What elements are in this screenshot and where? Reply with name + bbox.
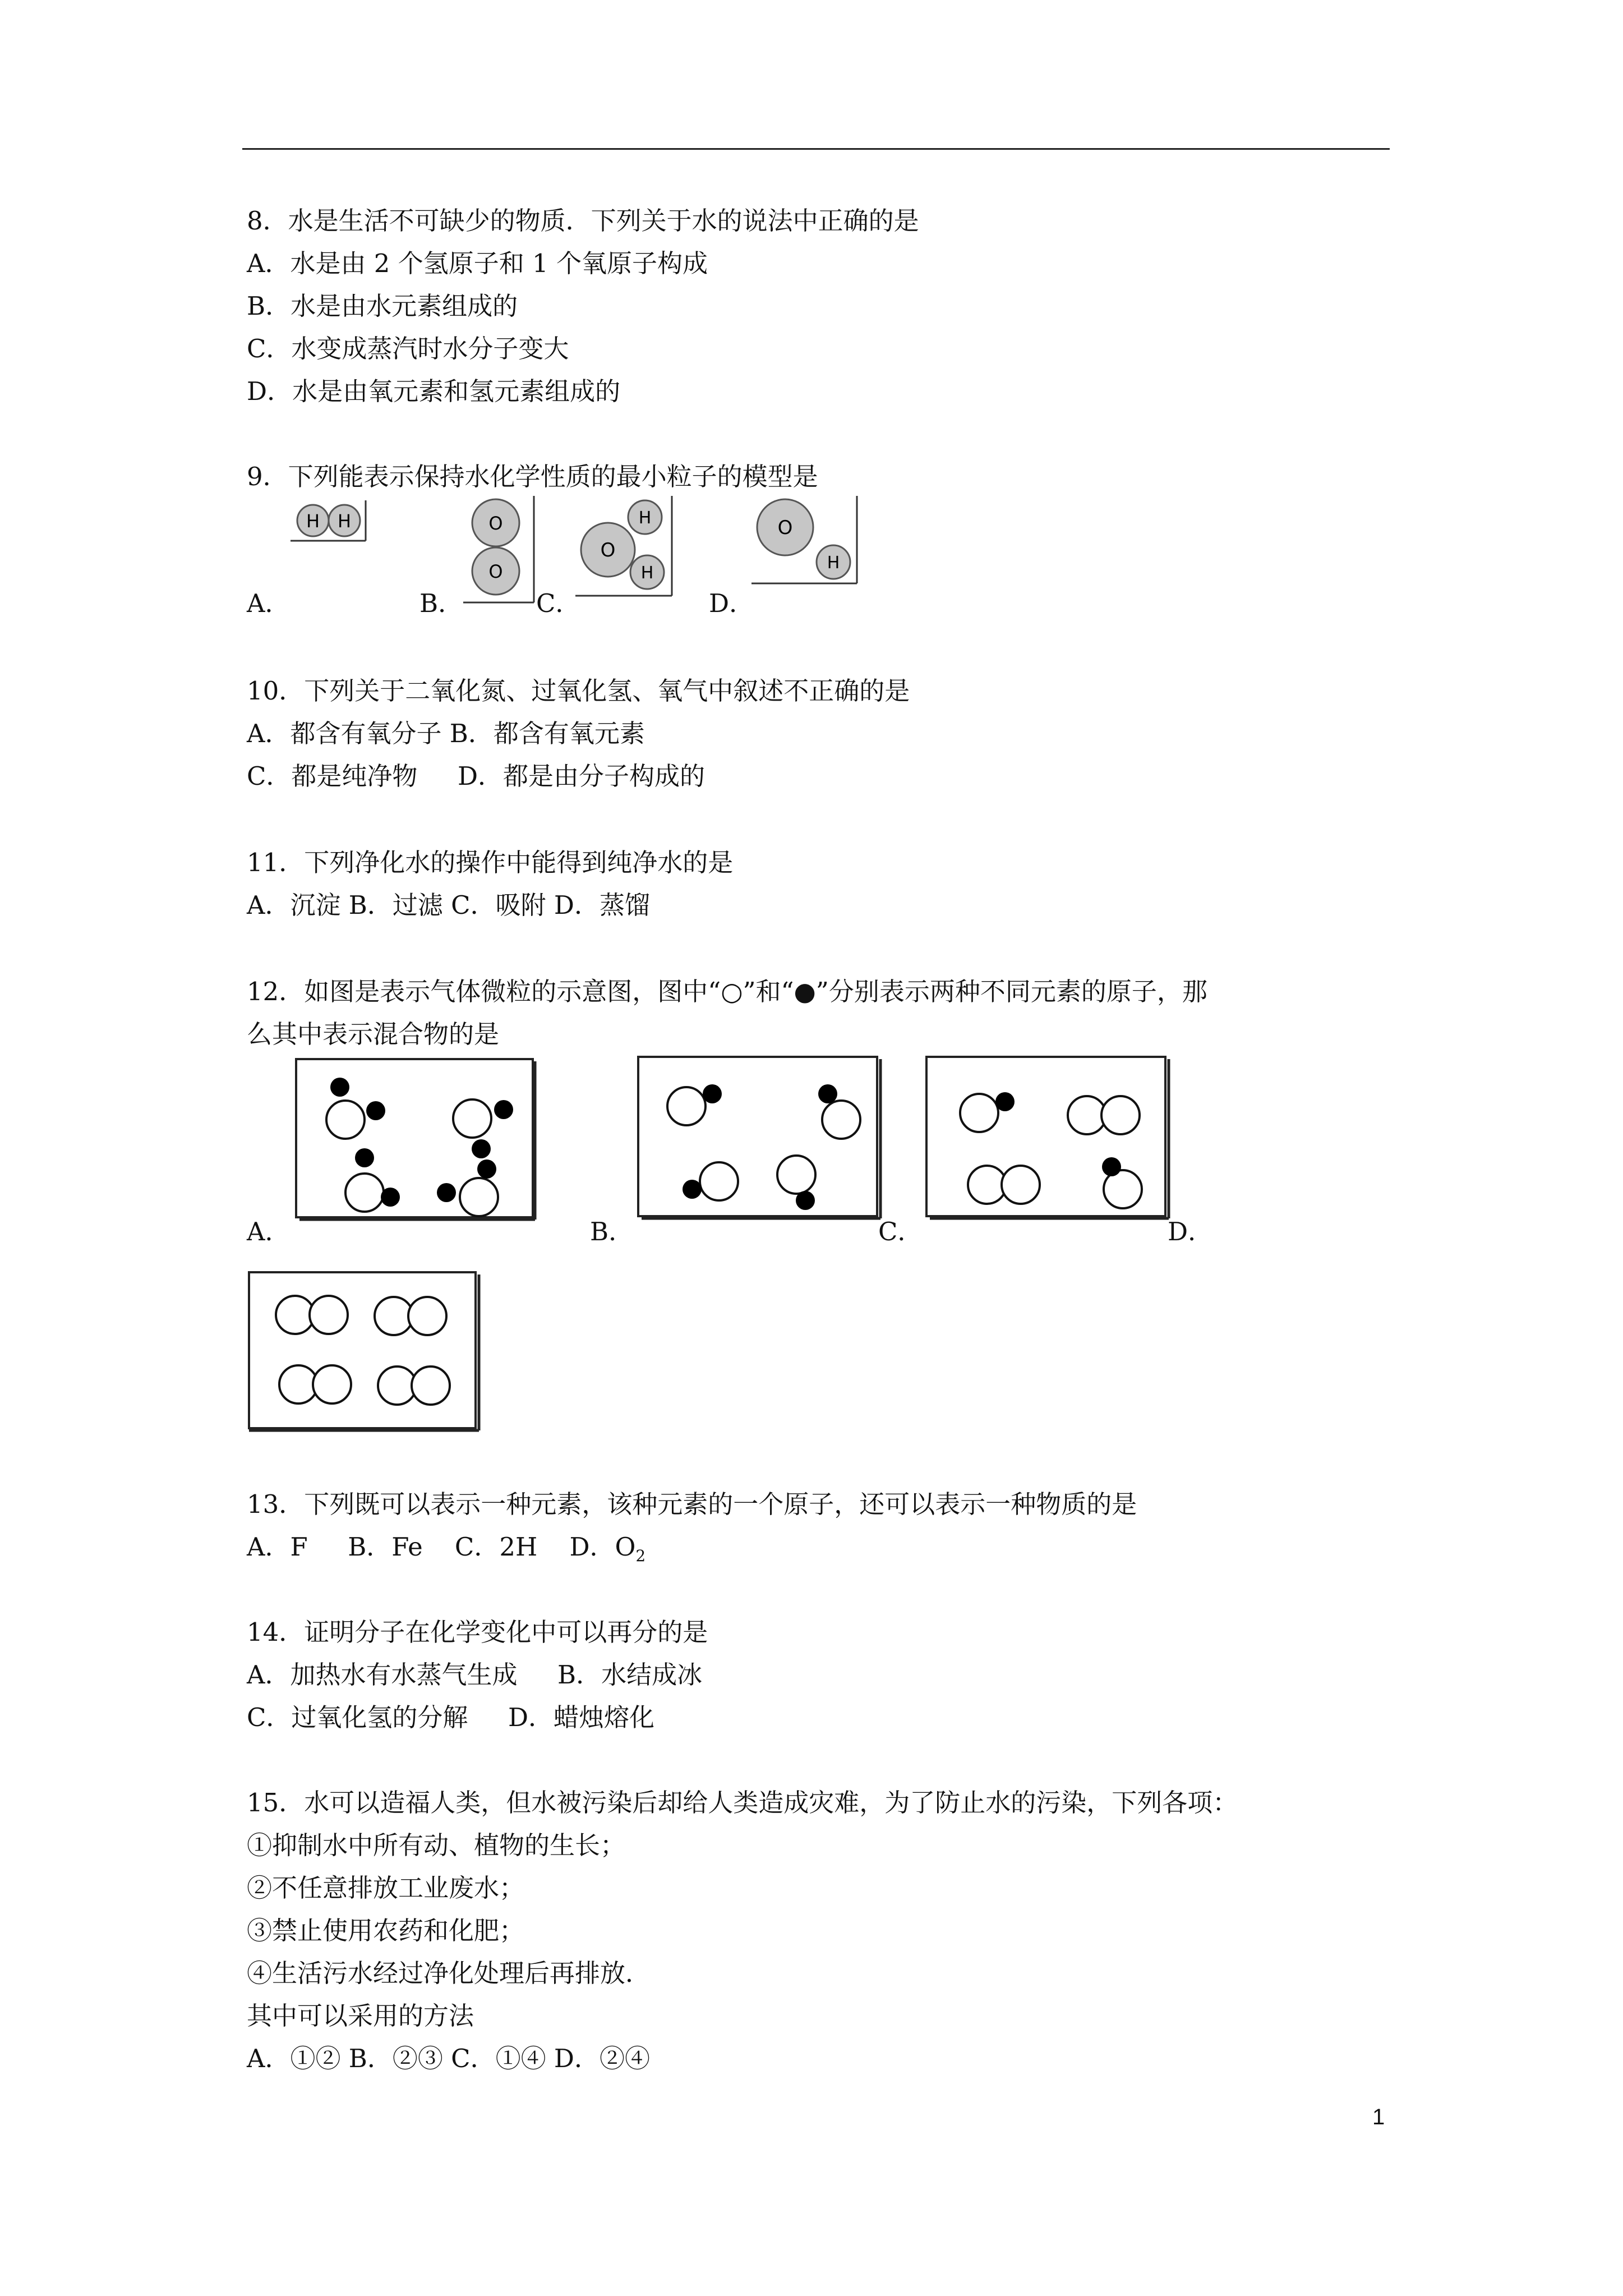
q15-item-3: ③禁止使用农药和化肥；: [247, 1916, 525, 1945]
black-atom: [796, 1191, 815, 1210]
atom-label: O: [488, 513, 503, 534]
black-atom: [818, 1084, 837, 1103]
q9-label-b: B．: [419, 588, 464, 618]
white-atom: [276, 1296, 314, 1334]
atom-label: H: [827, 553, 840, 573]
black-atom: [703, 1084, 722, 1103]
atom-label: H: [337, 510, 352, 532]
black-atom: [1102, 1157, 1121, 1176]
white-atom: [345, 1174, 384, 1212]
q9-model-c: [575, 496, 676, 599]
black-atom: [366, 1101, 385, 1120]
q12-box-a: [292, 1058, 537, 1224]
black-atom: [381, 1188, 400, 1207]
q9-stem: 9．下列能表示保持水化学性质的最小粒子的模型是: [247, 462, 818, 491]
q13-options: [247, 1530, 645, 1573]
white-atom: [279, 1365, 317, 1404]
white-atom: [1068, 1096, 1106, 1134]
atom-label: O: [488, 561, 503, 582]
white-atom: [310, 1296, 348, 1334]
q15-item-1: ①抑制水中所有动、植物的生长；: [247, 1830, 626, 1860]
atom-label: H: [306, 510, 320, 532]
white-atom: [453, 1099, 491, 1138]
white-atom: [1101, 1096, 1140, 1134]
white-atom: [822, 1101, 860, 1139]
black-atom: [330, 1078, 349, 1097]
q10-options-cd: C．都是纯净物 D．都是由分子构成的: [247, 761, 706, 791]
black-atom: [477, 1159, 496, 1179]
q14-stem: 14．证明分子在化学变化中可以再分的是: [247, 1617, 708, 1647]
q8-stem: 8．水是生活不可缺少的物质．下列关于水的说法中正确的是: [247, 206, 919, 236]
q12-label-c: C．: [878, 1217, 923, 1246]
q11-stem: 11．下列净化水的操作中能得到纯净水的是: [247, 848, 734, 877]
q9-model-d: [751, 496, 860, 588]
white-atom: [313, 1365, 351, 1404]
white-atom: [460, 1178, 498, 1216]
white-atom: [968, 1166, 1006, 1204]
q13-subscript: 2: [635, 1547, 646, 1565]
q9-model-b: [463, 496, 537, 606]
q15-tail: 其中可以采用的方法: [247, 2001, 474, 2031]
q12-stem-line2: 么其中表示混合物的是: [247, 1019, 500, 1049]
black-atom: [995, 1092, 1015, 1111]
black-atom: [355, 1148, 374, 1167]
q12-box-b: [635, 1055, 883, 1223]
white-atom: [667, 1087, 706, 1125]
q8-option-c: C．水变成蒸汽时水分子变大: [247, 334, 569, 364]
black-atom: [437, 1183, 456, 1202]
q9-label-d: D．: [709, 588, 755, 618]
q13-stem: 13．下列既可以表示一种元素，该种元素的一个原子，还可以表示一种物质的是: [247, 1489, 1137, 1519]
q15-item-4: ④生活污水经过净化处理后再排放．: [247, 1958, 651, 1988]
white-atom: [1002, 1166, 1040, 1204]
white-atom: [375, 1297, 413, 1335]
black-atom: [683, 1180, 702, 1199]
black-atom: [472, 1139, 491, 1158]
white-atom: [777, 1156, 815, 1194]
q14-options-cd: C．过氧化氢的分解 D．蜡烛熔化: [247, 1703, 655, 1732]
q8-option-b: B．水是由水元素组成的: [247, 291, 518, 321]
black-atom: [494, 1100, 513, 1119]
page-number: 1: [1372, 2105, 1385, 2129]
q15-stem: 15．水可以造福人类，但水被污染后却给人类造成灾难，为了防止水的污染，下列各项：: [247, 1788, 1238, 1818]
q12-label-b: B．: [590, 1217, 634, 1246]
white-atom: [412, 1366, 450, 1405]
q8-option-d: D．水是由氧元素和氢元素组成的: [247, 376, 621, 406]
q13-options-text: A．F B．Fe C．2H D．O: [247, 1532, 636, 1562]
atom-label: O: [600, 539, 616, 562]
q12-label-d: D．: [1168, 1217, 1214, 1246]
atom-label: O: [777, 517, 793, 539]
q9-model-a: [291, 500, 369, 545]
q14-options-ab: A．加热水有水蒸气生成 B．水结成冰: [247, 1660, 703, 1690]
q10-stem: 10．下列关于二氧化氮、过氧化氢、氧气中叙述不正确的是: [247, 676, 910, 706]
atom-label: H: [638, 508, 652, 528]
white-atom: [408, 1297, 446, 1335]
q15-item-2: ②不任意排放工业废水；: [247, 1873, 525, 1903]
q10-options-ab: A．都含有氧分子 B．都含有氧元素: [247, 719, 645, 748]
white-atom: [700, 1162, 738, 1200]
atom-label: H: [640, 563, 654, 583]
q12-stem-line1: 12．如图是表示气体微粒的示意图，图中“○”和“●”分别表示两种不同元素的原子，那: [247, 977, 1207, 1006]
white-atom: [960, 1094, 998, 1132]
header-rule: [242, 148, 1390, 150]
q9-label-c: C．: [536, 588, 581, 618]
q12-box-d: [247, 1270, 482, 1434]
q15-options: A．①② B．②③ C．①④ D．②④: [247, 2044, 650, 2073]
q12-box-c: [923, 1055, 1171, 1223]
q12-label-a: A．: [247, 1217, 291, 1246]
q8-option-a: A．水是由 2 个氢原子和 1 个氧原子构成: [247, 249, 708, 278]
white-atom: [378, 1366, 416, 1405]
white-atom: [326, 1101, 365, 1139]
q11-options: A．沉淀 B．过滤 C．吸附 D．蒸馏: [247, 890, 650, 920]
q9-label-a: A．: [247, 588, 291, 618]
